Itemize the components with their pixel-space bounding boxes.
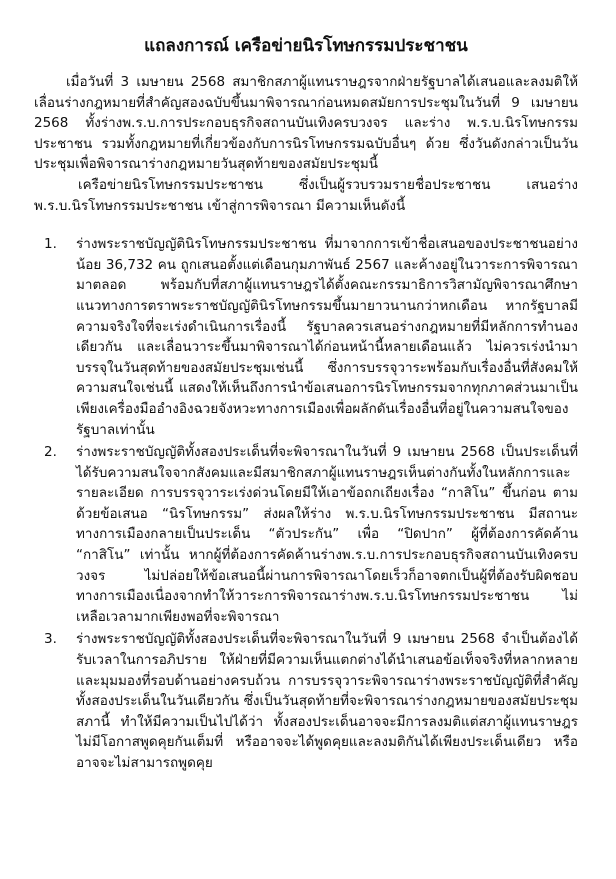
list-item-number: 2. xyxy=(44,444,57,461)
list-item-number: 3. xyxy=(44,631,57,648)
list-item xyxy=(34,234,578,440)
intro-paragraph-2: เครือข่ายนิรโทษกรรมประชาชน ซึ่งเป็นผู้รวบรวมรายชื่อประชาชน เสนอร่าง พ.ร.บ.นิรโทษกรรมประชาชน เข้าสู่การพิจารณา มีความเห็นดังนี้ xyxy=(34,176,578,214)
intro-paragraph-1: เมื่อวันที่ 3 เมษายน 2568 สมาชิกสภาผู้แทนราษฎรจากฝ่ายรัฐบาลได้เสนอและลงมติให้เลื่อนร่างกฎหมายที่สำคัญสองฉบับขึ้นมาพิจารณาก่อนหมดสมัยการประชุมในวันที่ 9 เมษายน 2568 ทั้งร่างพ.ร.บ.การประกอบธุรกิจสถานบันเทิงครบวงจร และร่าง พ.ร.บ.นิรโทษกรรมประชาชน รวมทั้งกฎหมายที่เกี่ยวข้องกับการนิรโทษกรรมฉบับอื่นๆ ด้วย ซึ่งวันดังกล่าวเป็นวันประชุมเพื่อพิจารณาร่างกฎหมายวันสุดท้ายของสมัยประชุมนี้ xyxy=(34,74,578,173)
document-title: แถลงการณ์ เครือข่ายนิรโทษกรรมประชาชน xyxy=(144,36,468,56)
list-item-text: ร่างพระราชบัญญัตินิรโทษกรรมประชาชน ที่มาจากการเข้าชื่อเสนอของประชาชนอย่างน้อย 36,732 คน ถูกเสนอตั้งแต่เดือนกุมภาพันธ์ 2567 และค้างอยู่ในวาระการพิจารณามาตลอด พร้อมกับที่สภาผู้แทนราษฎรได้ตั้งคณะกรรมาธิการวิสามัญพิจารณาศึกษาแนวทางการตราพระราชบัญญัตินิรโทษกรรมขึ้นมายาวนานกว่าหกเดือน หากรัฐบาลมีความจริงใจที่จะเร่งดำเนินการเรื่องนี้ รัฐบาลควรเสนอร่างกฎหมายที่มีหลักการทำนองเดียวกัน และเลื่อนวาระขึ้นมาพิจารณาได้ก่อนหน้านี้หลายเดือนแล้ว ไม่ควรเร่งนำมาบรรจุในวันสุดท้ายของสมัยประชุมเช่นนี้ ซึ่งการบรรจุวาระพร้อมกับเรื่องอื่นที่สังคมให้ความสนใจเช่นนี้ แสดงให้เห็นถึงการนำข้อเสนอการนิรโทษกรรมจากทุกภาคส่วนมาเป็นเพียงเครื่องมืออำงอิงฉวยจังหวะทางการเมืองเพื่อผลักดันเรื่องอื่นที่อยู่ในความสนใจของรัฐบาลเท่านั้น xyxy=(76,236,578,438)
list-item-text: ร่างพระราชบัญญัติทั้งสองประเด็นที่จะพิจารณาในวันที่ 9 เมษายน 2568 จำเป็นต้องได้รับเวลาในการอภิปราย ให้ฝ่ายที่มีความเห็นแตกต่างได้นำเสนอข้อเท็จจริงที่หลากหลาย และมุมมองที่รอบด้านอย่างครบถ้วน การบรรจุวาระพิจารณาร่างพระราชบัญญัติที่สำคัญทั้งสองประเด็นในวันเดียวกัน ซึ่งเป็นวันสุดท้ายที่จะพิจารณาร่างกฎหมายของสมัยประชุมสภานี้ ทำให้มีความเป็นไปได้ว่า ทั้งสองประเด็นอาจจะมีการลงมติแต่สภาผู้แทนราษฎรไม่มีโอกาสพูดคุยกันเต็มที่ หรืออาจจะได้พูดคุยและลงมติกันได้เพียงประเด็นเดียว หรืออาจจะไม่สามารถพูดคุย xyxy=(76,631,578,771)
list-item-number: 1. xyxy=(44,236,57,253)
list-item xyxy=(34,442,578,627)
list-item xyxy=(34,629,578,773)
statement-list xyxy=(34,234,578,773)
list-item-text: ร่างพระราชบัญญัติทั้งสองประเด็นที่จะพิจารณาในวันที่ 9 เมษายน 2568 เป็นประเด็นที่ได้รับความสนใจจากสังคมและมีสมาชิกสภาผู้แทนราษฎรเห็นต่างกันทั้งในหลักการและรายละเอียด การบรรจุวาระเร่งด่วนโดยมีให้เอาข้อถกเถียงเรื่อง “กาสิโน” ขึ้นก่อน ตามด้วยข้อเสนอ “นิรโทษกรรม” ส่งผลให้ร่าง พ.ร.บ.นิรโทษกรรมประชาชน มีสถานะทางการเมืองกลายเป็นประเด็น “ตัวประกัน” เพื่อ “ปิดปาก” ผู้ที่ต้องการคัดค้าน “กาสิโน” เท่านั้น หากผู้ที่ต้องการคัดค้านร่างพ.ร.บ.การประกอบธุรกิจสถานบันเทิงครบวงจร ไม่ปล่อยให้ข้อเสนอนี้ผ่านการพิจารณาโดยเร็วก็อาจตกเป็นผู้ที่ต้องรับผิดชอบทางการเมืองเนื่องจากทำให้วาระการพิจารณาร่างพ.ร.บ.นิรโทษกรรมประชาชน ไม่เหลือเวลามากเพียงพอที่จะพิจารณา xyxy=(76,444,578,625)
intro-section xyxy=(34,72,578,216)
